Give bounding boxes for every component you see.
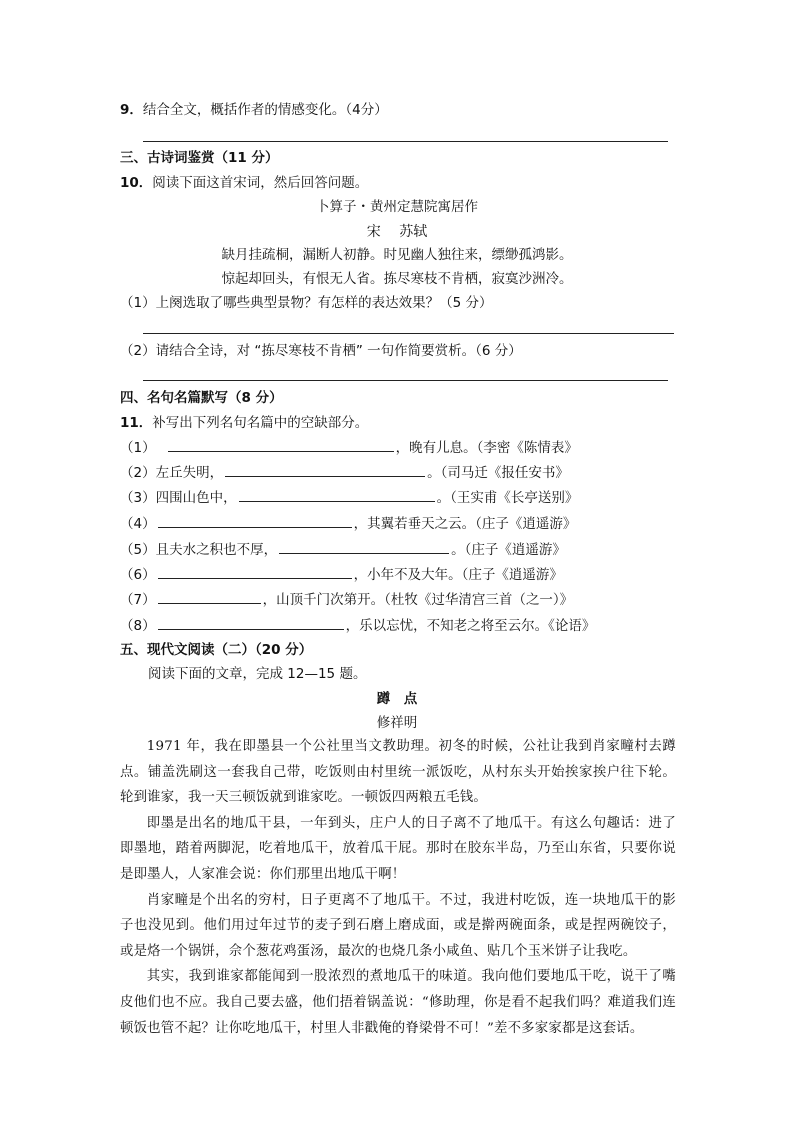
- blank-field[interactable]: [158, 616, 344, 630]
- article-paragraph: 即墨是出名的地瓜干县，一年到头，庄户人的日子离不了地瓜干。有这么句趣话：进了即墨地，踏着两脚泥，吃着地瓜干，放着瓜干屁。那时在胶东半岛，乃至山东省，只要你说是即墨人，人家准会说：你们那里出地瓜干啊！: [120, 815, 676, 882]
- fill-blank-item: [120, 438, 578, 458]
- fill-blank-item: [120, 540, 566, 560]
- item-suffix: ，山顶千门次第开。（杜牧《过华清宫三首（之一）》: [262, 592, 574, 608]
- fill-blank-item: [120, 616, 595, 636]
- section-heading: 三、古诗词鉴赏（11 分）: [120, 150, 279, 166]
- answer-line[interactable]: [143, 380, 668, 381]
- poem-author: 宋 苏轼: [366, 224, 428, 240]
- article-paragraph: 其实，我到谁家都能闻到一股浓烈的煮地瓜干的味道。我向他们要地瓜干吃，说干了嘴皮他们也不应。我自己要去盛，他们捂着锅盖说：“修助理，你是看不起我们吗？难道我们连顿饭也管不起？让你吃地瓜干，村里人非戳俺的脊梁骨不可！”差不多家家都是这套话。: [120, 969, 676, 1036]
- item-prefix: （2）左丘失明，: [120, 465, 224, 481]
- item-suffix: ，其翼若垂天之云。（庄子《逍遥游》: [353, 516, 577, 532]
- question-text: 阅读下面这首宋词，然后回答问题。: [152, 175, 369, 191]
- question-11: [120, 413, 368, 433]
- question-number: 10．: [120, 175, 153, 191]
- blank-field[interactable]: [239, 488, 435, 502]
- question-number: 9．: [120, 102, 143, 118]
- item-prefix: （6）: [120, 567, 156, 583]
- question-9: [120, 100, 388, 120]
- sub-question: （1）上阕选取了哪些典型景物？有怎样的表达效果？（5 分）: [120, 295, 493, 311]
- poem-line: 惊起却回头，有恨无人省。拣尽寒枝不肯栖，寂寞沙洲冷。: [221, 271, 573, 287]
- item-suffix: 。（司马迁《报任安书》: [427, 465, 569, 481]
- item-prefix: （7）: [120, 592, 156, 608]
- blank-field[interactable]: [158, 565, 352, 579]
- item-suffix: ，乐以忘忧，不知老之将至云尔。《论语》: [345, 618, 596, 634]
- blank-field[interactable]: [279, 540, 449, 554]
- article-paragraph: 1971 年，我在即墨县一个公社里当文教助理。初冬的时候，公社让我到肖家疃村去蹲点。铺盖洗刷这一套我自己带，吃饭则由村里统一派饭吃，从村东头开始挨家挨户往下轮。轮到谁家，我一天三顿饭就到谁家吃。一顿饭四两粮五毛钱。: [120, 739, 676, 806]
- fill-blank-item: [120, 514, 576, 534]
- item-suffix: ，小年不及大年。（庄子《逍遥游》: [353, 567, 563, 583]
- question-text: 补写出下列名句名篇中的空缺部分。: [152, 415, 369, 431]
- blank-field[interactable]: [225, 463, 425, 477]
- item-prefix: （3）四围山色中，: [120, 490, 237, 506]
- article-body: [120, 734, 676, 1041]
- answer-line[interactable]: [143, 333, 674, 334]
- item-suffix: 。（庄子《逍遥游》: [451, 542, 566, 558]
- poem-line: 缺月挂疏桐，漏断人初静。时见幽人独往来，缥缈孤鸿影。: [221, 247, 573, 263]
- item-prefix: （5）且夫水之积也不厚，: [120, 542, 278, 558]
- item-prefix: （4）: [120, 516, 156, 532]
- question-text: 结合全文，概括作者的情感变化。（4分）: [142, 102, 388, 118]
- poem-title: 卜算子・黄州定慧院寓居作: [316, 199, 478, 215]
- question-number: 11．: [120, 415, 153, 431]
- section-heading: 四、名句名篇默写（8 分）: [120, 390, 283, 406]
- article-paragraph: 肖家疃是个出名的穷村，日子更离不了地瓜干。不过，我进村吃饭，连一块地瓜干的影子也没见到。他们用过年过节的麦子到石磨上磨成面，或是擀两碗面条，或是捏两碗饺子，或是烙一个锅饼，佘个葱花鸡蛋汤，最次的也烧几条小咸鱼、贴几个玉米饼子让我吃。: [120, 892, 676, 959]
- fill-blank-item: [120, 488, 578, 508]
- blank-field[interactable]: [158, 590, 261, 604]
- item-prefix: （8）: [120, 618, 156, 634]
- sub-question: （2）请结合全诗，对 “拣尽寒枝不肯栖” 一句作简要赏析。（6 分）: [120, 343, 522, 359]
- fill-blank-item: [120, 590, 573, 610]
- article-title: 蹲 点: [376, 691, 418, 707]
- item-suffix: 。（王实甫《长亭送别》: [436, 490, 579, 506]
- item-suffix: ，晚有儿息。（李密《陈情表》: [395, 440, 578, 456]
- section-heading: 五、现代文阅读（二）（20 分）: [120, 642, 313, 658]
- section-intro: 阅读下面的文章，完成 12—15 题。: [148, 666, 367, 682]
- item-prefix: （1）: [120, 440, 156, 456]
- question-10: [120, 173, 368, 193]
- fill-blank-item: [120, 463, 569, 483]
- blank-field[interactable]: [158, 514, 352, 528]
- article-author: 修祥明: [376, 715, 418, 731]
- answer-line[interactable]: [143, 141, 668, 142]
- fill-blank-item: [120, 565, 563, 585]
- blank-field[interactable]: [168, 438, 394, 452]
